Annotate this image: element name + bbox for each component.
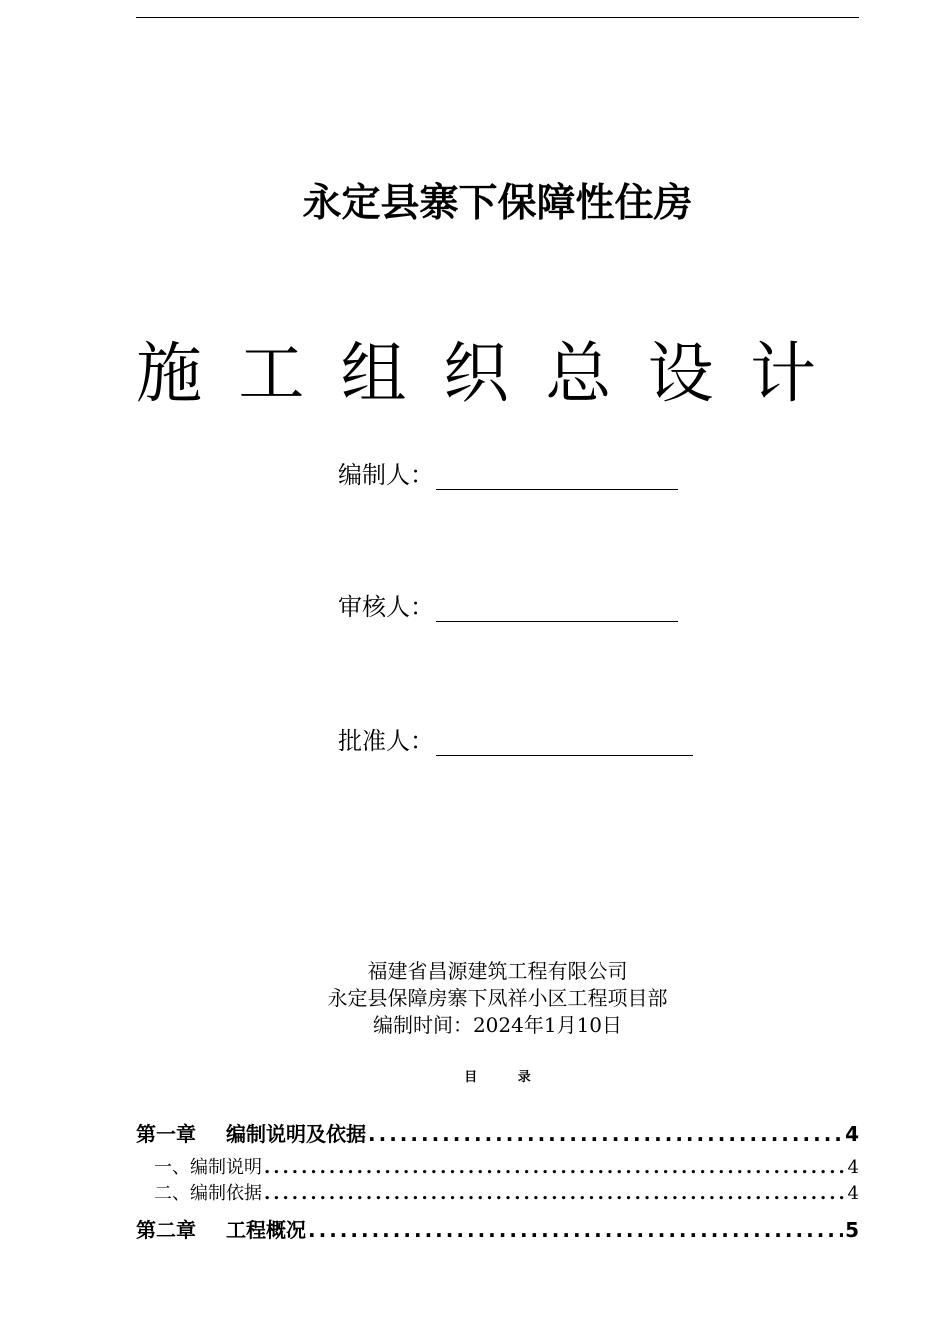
toc-page-number: 4 [847,1157,859,1178]
title-char: 施 [136,335,202,412]
header-rule [136,17,859,18]
toc-entry-title: 二、编制依据 [154,1183,262,1204]
signature-compiler [338,458,678,490]
title-char: 计 [749,335,816,412]
title-char: 织 [442,335,509,412]
signature-label: 编制人： [338,461,434,489]
company-name: 福建省昌源建筑工程有限公司 [367,959,628,983]
toc-entry[interactable] [136,1179,859,1205]
signature-label: 批准人： [338,727,434,755]
toc-entry-title: 工程概况 [226,1218,306,1242]
toc-chapter-number: 第一章 [136,1122,196,1146]
title-char: 设 [647,335,714,412]
toc-title-char: 目 [464,1070,478,1085]
compile-date: 编制时间：2024年1月10日 [372,1013,623,1037]
title-char: 总 [545,335,612,412]
toc-page-number: 4 [845,1122,859,1146]
title-char: 工 [238,335,305,412]
toc-title [0,1066,950,1085]
toc-leader-dots [308,1218,843,1242]
project-subtitle: 永定县寨下保障性住房 [302,181,693,226]
toc-chapter-number: 第二章 [136,1218,196,1242]
document-title [136,320,816,415]
signature-label: 审核人： [338,593,434,621]
signature-line [436,463,678,490]
toc-page-number: 5 [845,1218,859,1242]
signature-line [436,595,678,622]
toc-entry-title: 编制说明及依据 [226,1122,366,1146]
toc-leader-dots [368,1122,843,1146]
toc-entry[interactable] [136,1214,859,1243]
toc-entry-title: 一、编制说明 [154,1157,262,1178]
toc-entry[interactable] [136,1153,859,1179]
title-char: 组 [340,335,407,412]
toc-entry[interactable] [136,1118,859,1147]
toc-page-number: 4 [847,1183,859,1204]
signature-line [436,729,693,756]
signature-reviewer [338,590,678,622]
toc-title-char: 录 [517,1070,531,1085]
toc-leader-dots [264,1183,846,1204]
project-department: 永定县保障房寨下凤祥小区工程项目部 [327,986,668,1010]
signature-approver [338,724,693,756]
footer-block [0,958,950,1039]
toc-leader-dots [264,1157,846,1178]
